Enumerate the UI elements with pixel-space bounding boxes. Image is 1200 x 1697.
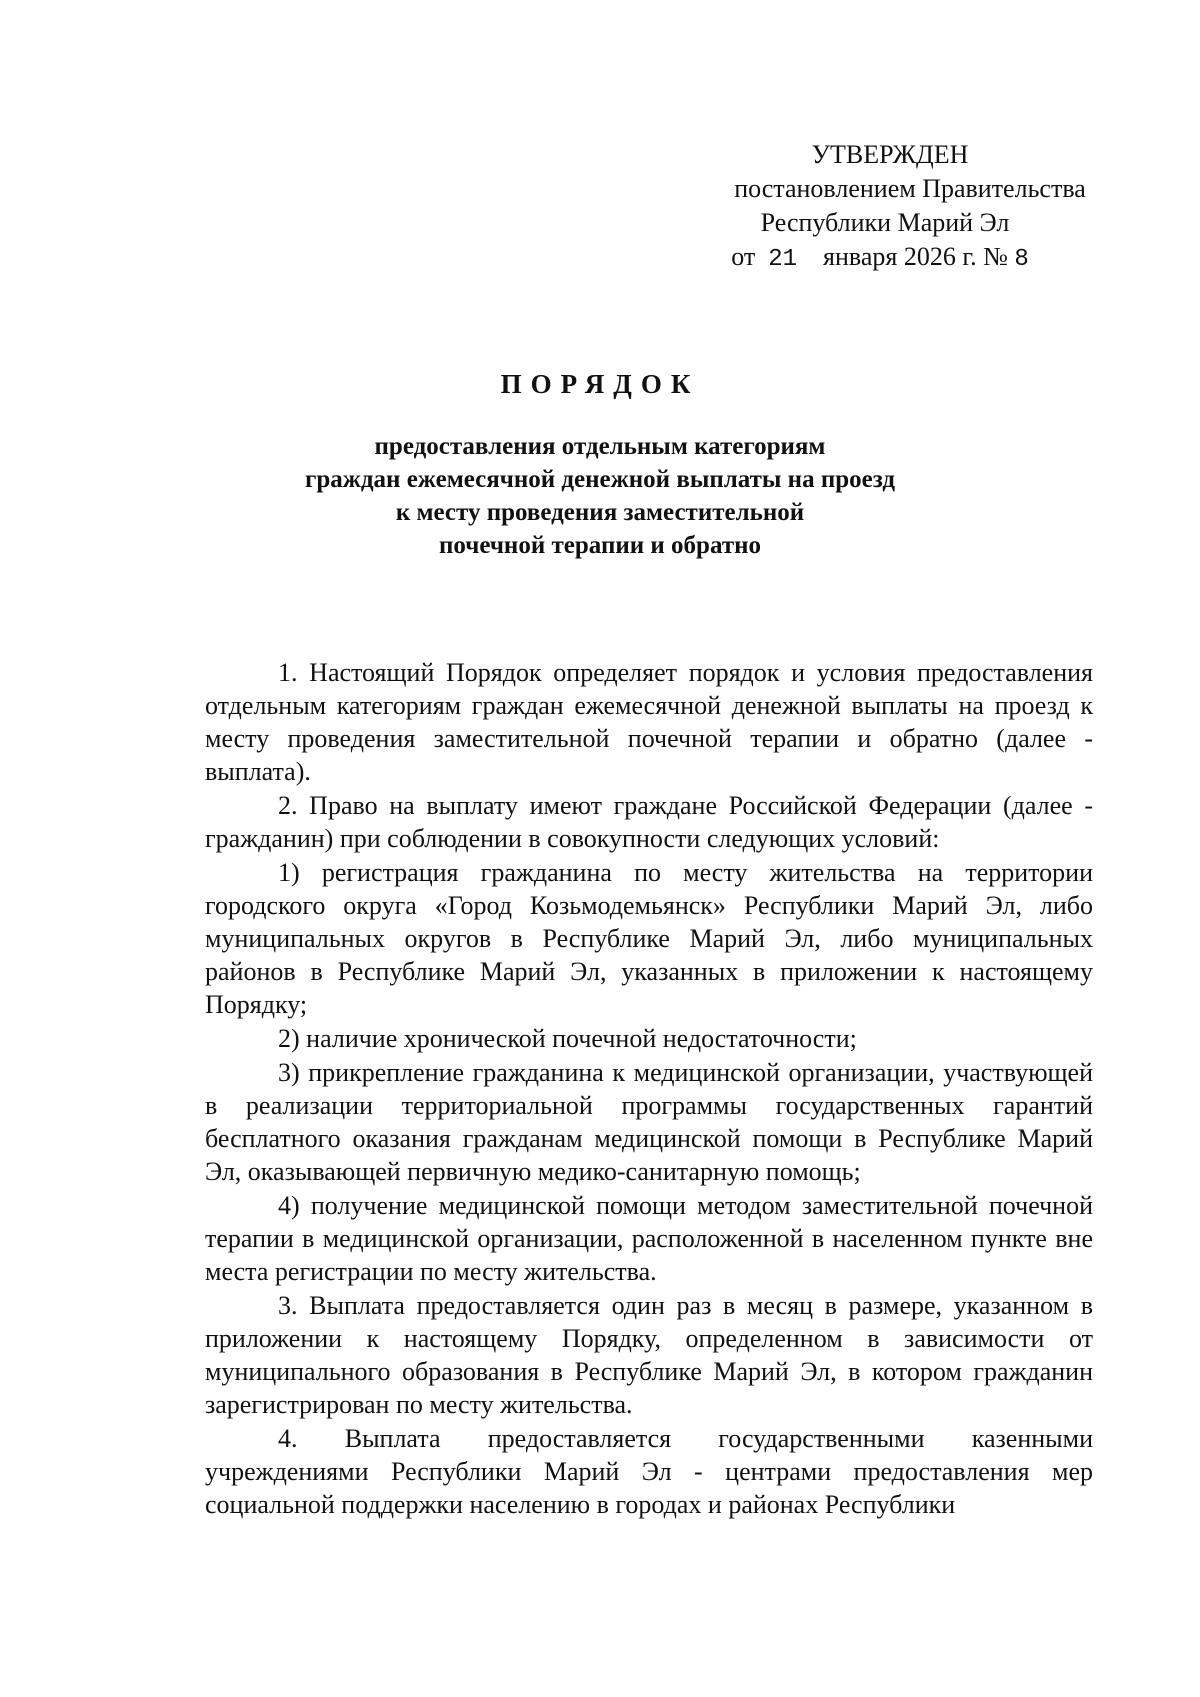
approval-date-prefix: от bbox=[731, 242, 756, 271]
condition-1: 1) регистрация гражданина по месту жительства на территории городского округа «Город Козьмодемьянск» Республики Марий Эл, либо муниципальных округов в Республике Марий Эл, либо муниципальных районов в Республике Марий Эл, указанных в приложении к настоящему Порядку; bbox=[205, 858, 1093, 1019]
approval-date-middle: января 2026 г. № bbox=[823, 242, 1008, 271]
subtitle-line: граждан ежемесячной денежной выплаты на проезд bbox=[305, 466, 895, 493]
approval-republic-line: Республики Марий Эл bbox=[760, 208, 1010, 237]
paragraph-2: 2. Право на выплату имеют граждане Российской Федерации (далее - гражданин) при соблюдении в совокупности следующих условий: bbox=[205, 791, 1093, 853]
paragraph-4: 4. Выплата предоставляется государственными казенными учреждениями Республики Марий Эл - центрами предоставления мер социальной поддержки населению в городах и районах Республики bbox=[205, 1424, 1093, 1519]
document-title: ПОРЯДОК bbox=[500, 369, 700, 399]
document-body bbox=[205, 656, 1093, 1522]
approval-decree-line: постановлением Правительства bbox=[734, 174, 1086, 203]
condition-4: 4) получение медицинской помощи методом заместительной почечной терапии в медицинской организации, расположенной в населенном пункте вне места регистрации по месту жительства. bbox=[205, 1191, 1093, 1286]
approval-date-line bbox=[600, 240, 1160, 277]
paragraph-3: 3. Выплата предоставляется один раз в месяц в размере, указанном в приложении к настоящему Порядку, определенном в зависимости от муниципального образования в Республике Марий Эл, в котором гражданин зарегистрирован по месту жительства. bbox=[205, 1291, 1093, 1419]
condition-3: 3) прикрепление гражданина к медицинской организации, участвующей в реализации территориальной программы государственных гарантий бесплатного оказания гражданам медицинской помощи в Республике Марий Эл, оказывающей первичную медико-санитарную помощь; bbox=[205, 1058, 1093, 1186]
condition-2: 2) наличие хронической почечной недостаточности; bbox=[278, 1024, 857, 1053]
approval-stamp bbox=[600, 138, 1160, 277]
subtitle-line: к месту проведения заместительной bbox=[395, 499, 805, 526]
subtitle-line: предоставления отдельным категориям bbox=[374, 433, 826, 460]
paragraph-1: 1. Настоящий Порядок определяет порядок и условия предоставления отдельным категориям граждан ежемесячной денежной выплаты на проезд к месту проведения заместительной почечной терапии и обратно (далее - выплата). bbox=[205, 658, 1093, 786]
approval-heading: УТВЕРЖДЕН bbox=[811, 140, 969, 169]
approval-day: 21 bbox=[768, 246, 798, 273]
subtitle-line: почечной терапии и обратно bbox=[439, 532, 761, 559]
approval-number: 8 bbox=[1014, 246, 1029, 273]
document-subtitle bbox=[200, 430, 1000, 562]
